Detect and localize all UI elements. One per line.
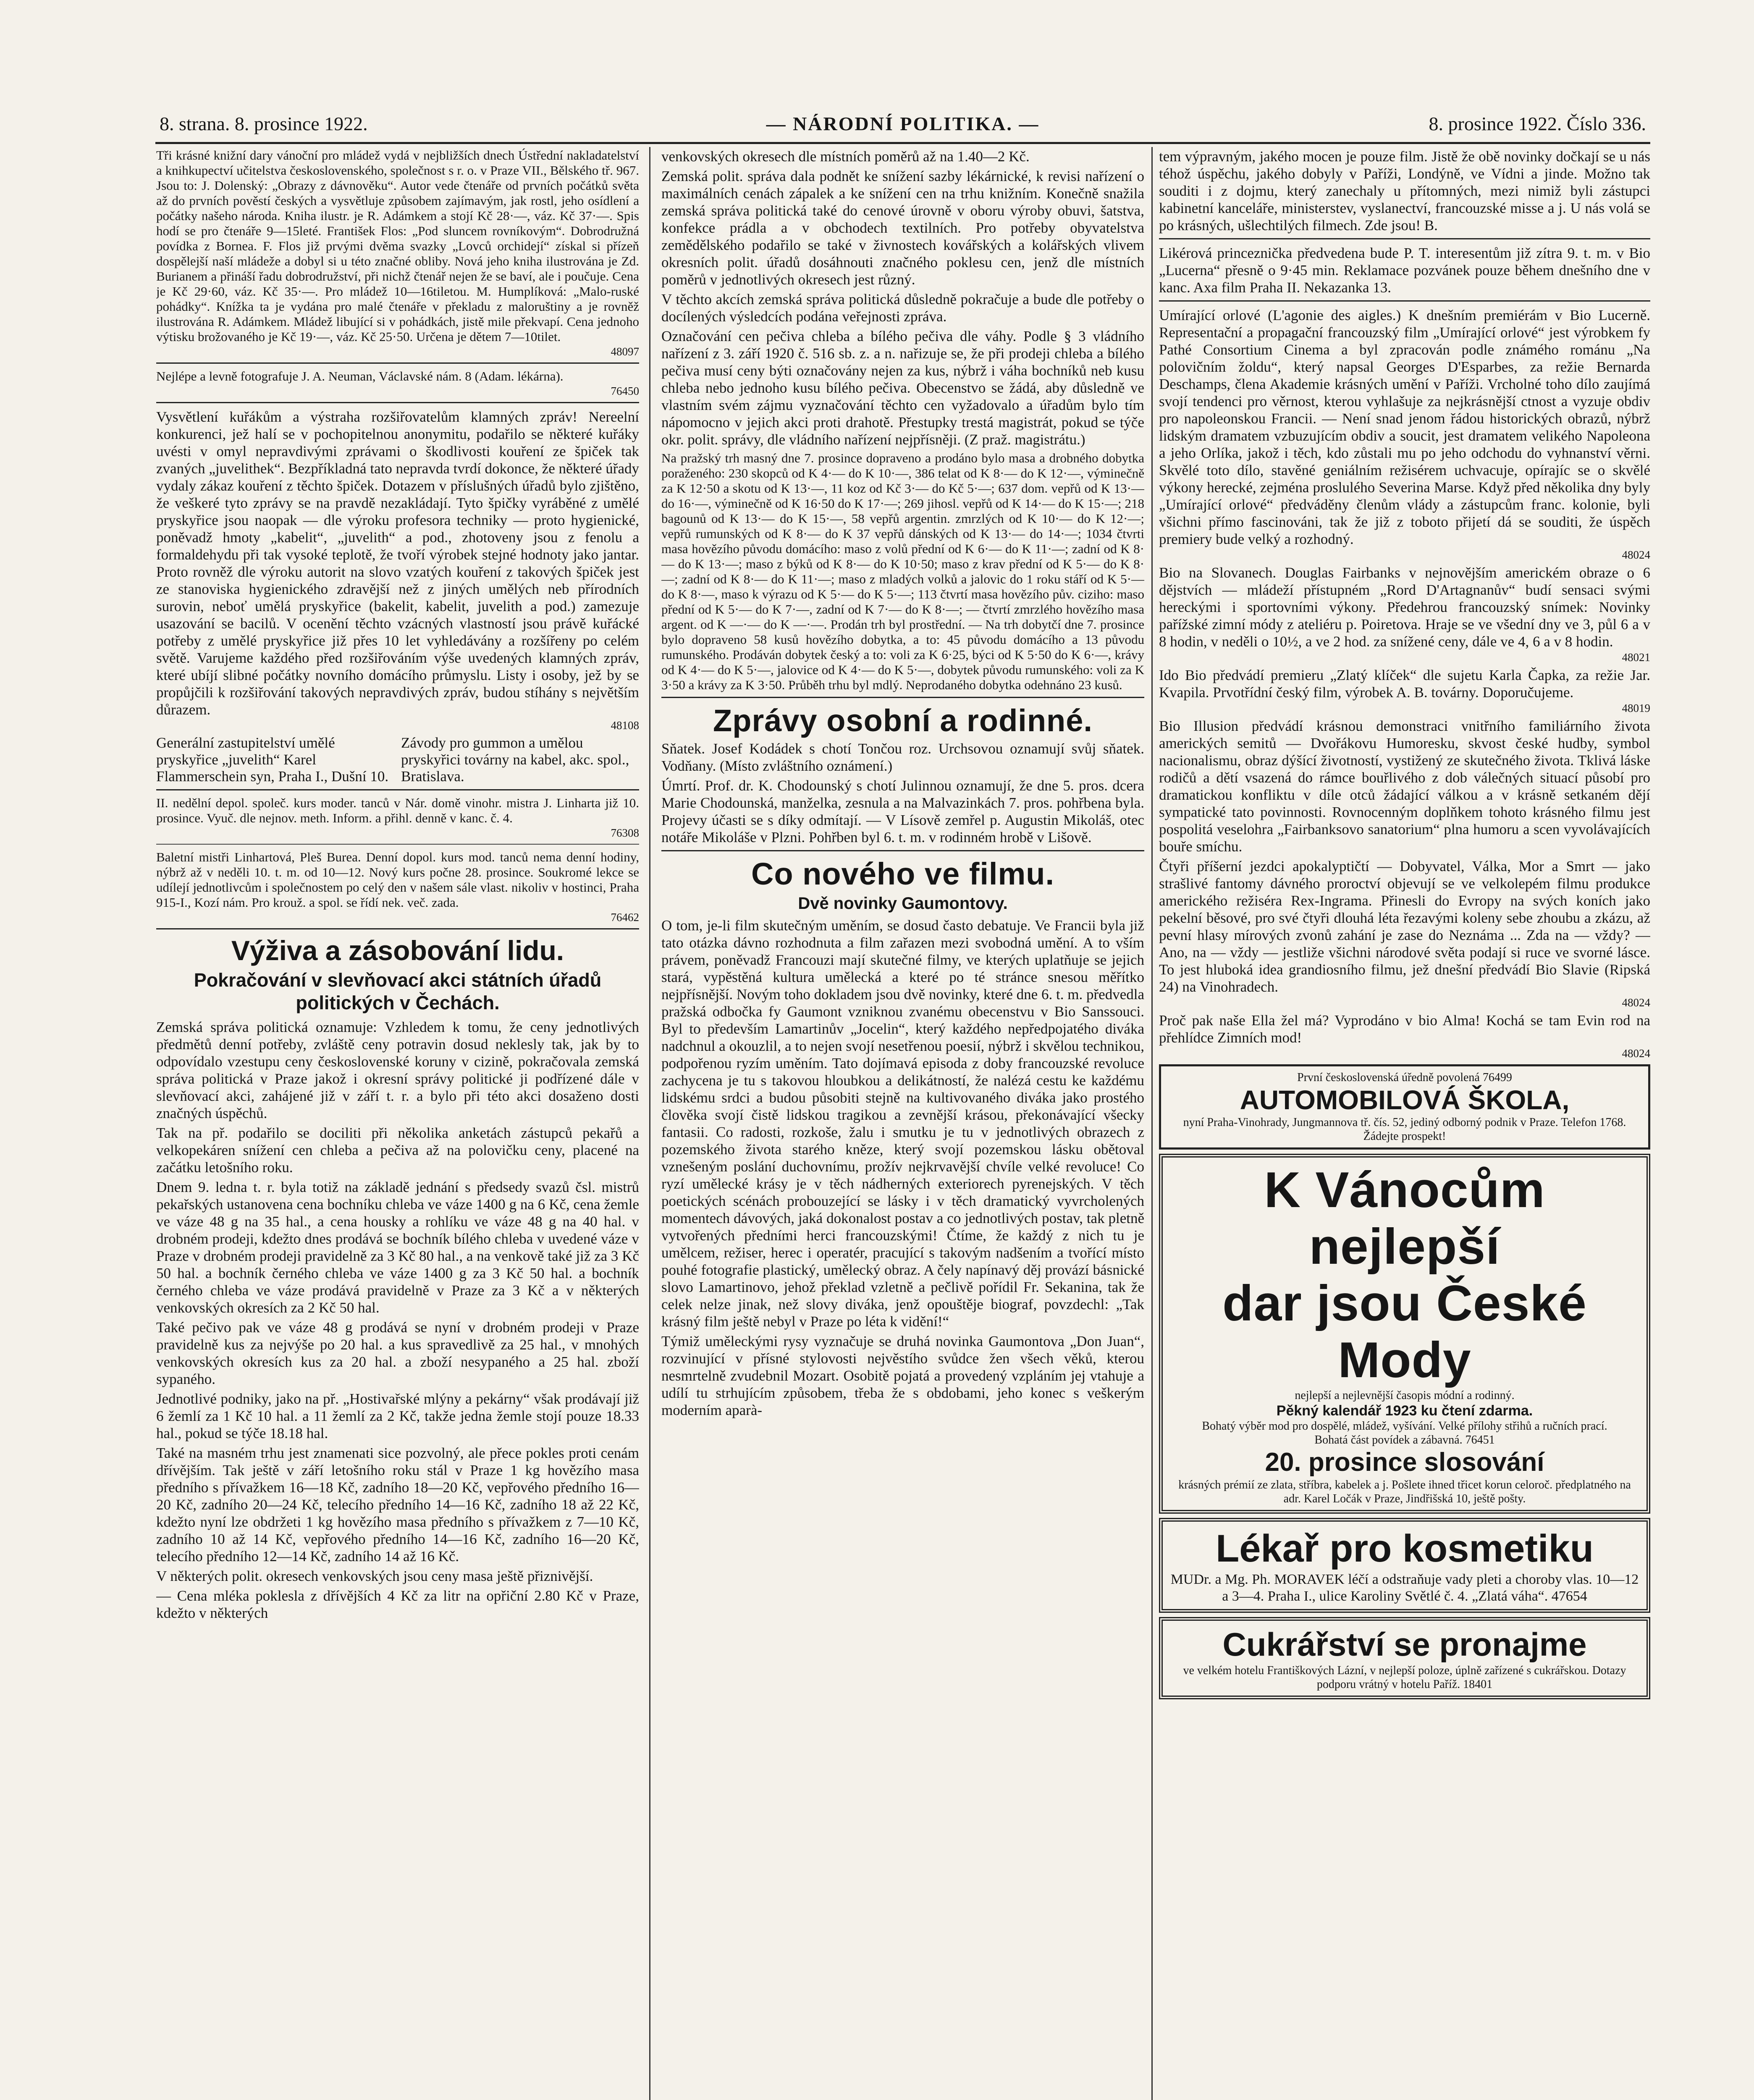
ad-text: ve velkém hotelu Františkových Lázní, v nejlepší poloze, úplně zařízené s cukrářskou. Dotazy podporu vrátný v hotelu Paříž. 18401 — [1183, 1664, 1626, 1691]
article-film: O tom, je-li film skutečným uměním, se dosud často debatuje. Ve Francii byla již tato otázka dávno rozhodnuta a film zařazen mezi svobodná umění. A to vším právem, poněvadž Francouzi mají skutečné filmy, ve kterých uplatňuje se jejich stará, vypěstěná kultura umělecká a které po té stránce snesou měřítko nejpřísnější. Novým toho dokladem jsou dvě novinky, které dne 6. t. m. předvedla pražská odbočka fy Gaumont vzniknou zvanému obecenstvu v Bio Sanssouci. Byl to především Lamartinův „Jocelin“, který každého nepředpojatého diváka nadchnul a okouzlil, a to nejen svojí nesetřenou poesií, nýbrž i skvělou technikou, podpořenou ryzím uměním. Tato dojímavá episoda z doby francouzské revoluce zachycena je tu s takovou hloubkou a delikátností, že nalézá cestu ke každému lidskému srdci a budou působiti stejně na kultivovaného diváka jako prostého člověka svojí čistě lidskou tragikou a zevnější krásou, překonávající všecky fantasii. Co radosti, rozkoše, žalu i smutku je tu v jednotlivých obrazech z pozemského životа starého kněze, který svojí pozemskou lásku obětoval vznešeným poslání duchovnímu, prožív nejkrvavější chvíle velké revoluce! Co ryzí umělecké krásy je v těch nádherných exteriorech pyrenejských. V těch poetických scénách probouzející se lásky i v těch dramatický vyvrcholených momentech dávových, jaká dokonalost postav a co jednotlivých postav, tak pletně vytvořených předními herci francouzskými! Čtíme, že každý z nich tu je umělcem, režiser, herec i operatér, pracující s takovým nadšením a tvořící místo pouhé fotografie plastický, umělecký obraz. A čely napínavý děj provází básnické slovo Lamartinovo, jehož překlad vzletně a pečlivě pořídil Fr. Sekanina, tak že celek nelze jinak, než slovy diváka, jenž opouštěje biograf, povzdechl: „Tak krásný film ještě nebyl v Praze po léta k vidění!“ — [661, 917, 1144, 1330]
article-paragraph: Také na masném trhu jest znamenati sice pozvolný, ale přece pokles proti cenám dřívějším. Tak ještě v září letošního roku stál v Praze 1 kg hovězího masa předního s přívažkem 16—18 Kč, zadního 18—20 Kč, vepřového předního 16—20 Kč, zadního 20—24 Kč, telecího předního 14—16 Kč, zadního 18 až 22 Kč, kdežto nyní lze obdržeti 1 kg hovězího masa předního s přívažkem z 7—10 Kč, zadního 10 až 14 Kč, vepřového předního 14—16 Kč, zadního 16—20 Kč, telecího předního 12—14 Kč, zadního 14 až 16 Kč. — [156, 1445, 639, 1564]
ad-ref: 76450 — [611, 385, 639, 397]
ad-text: Pěkný kalendář 1923 ku čtení zdarma. — [1276, 1403, 1533, 1419]
ad-text: MUDr. a Mg. Ph. MORAVEK léčí a odstraňuje vady pleti a choroby vlas. 10—12 a 3—4. Praha I., ulice Karoliny Světlé č. 4. „Zlatá váha“. 47654 — [1170, 1572, 1639, 1604]
ad-ref: 48097 — [611, 345, 639, 358]
article-paragraph: Tak na př. podařilo se dociliti při několika anketách zástupců pekařů a velkopekáren snížení cen chleba a pečiva až na polovičku ceny, placené na začátku letošního roku. — [156, 1125, 639, 1176]
ad-confectionery — [1159, 1617, 1650, 1699]
article-cinema: Bio Illusion předvádí krásnou demonstraci vnitřního familiárního života amerických semitů — Dvořákovu Humoresku, skvost české hudby, symbol nacionalismu, obraz dýšící životností, vystižený ze skutečného života. Tklivá láske rodičů a dětí vsazená do rámce bouřlivého z dob válečných situací působí pro dramatickou konfliktu v díle otců žádající válkou a v krásně setkaném dějí sympatické tato povinnosti. Rovnocenným doplňkem tohoto krásného filmu jest pospolitá veselohra „Fairbanksovo sanatorium“ plna humoru a scen vyvolávajících bouře smíchu. — [1159, 718, 1650, 855]
divider — [156, 402, 639, 403]
ad-date: 20. prosince slosování — [1265, 1448, 1544, 1477]
header-right: 8. prosince 1922. Číslo 336. — [1429, 113, 1646, 134]
divider — [1159, 238, 1650, 239]
divider — [661, 850, 1144, 851]
article-paragraph: — Cena mléka poklesla z dřívějších 4 Kč za litr na opřiční 2.80 Kč v Praze, kdežto v některých — [156, 1588, 639, 1621]
ad-ref: 48021 — [1622, 651, 1650, 664]
notice-photography: Nejlépe a levně fotografuje J. A. Neuman, Václavské nám. 8 (Adam. lékárna). — [156, 369, 564, 383]
section-title: Výživa a zásobování lidu. — [231, 935, 564, 966]
divider — [156, 844, 639, 845]
ad-ref: 48108 — [611, 719, 639, 732]
ad-title: Cukrářství se pronajme — [1222, 1626, 1587, 1663]
ad-title: K Vánocům nejlepší — [1264, 1162, 1545, 1275]
article-film-end: tem výpravným, jakého mocen je pouze film. Jistě že obě novinky dočkají se u nás téhož úspěchu, jakého dobyly v Paříži, Londýně, ve Vídni a jinde. Možno tak souditi i z dojmu, který zanechaly u přítomných, mezi nimiž byli zástupci kabinetní kanceláře, ministerstev, vyslanectví, francouzské misse a j. U nás volá se po krásných, ušlechtilých filmech. Zde jsou! B. — [1159, 148, 1650, 234]
ad-text: nejlepší a nejlevnější časopis módní a rodinný. — [1295, 1389, 1515, 1402]
notice-ballet: Baletní mistři Linhartová, Pleš Burea. Denní dopol. kurs mod. tanců nema denní hodiny, nýbrž až v neděli 10. t. m. od 10—12. Nový kurs počne 28. prosince. Soukromé lekce se udílejí jednotlivcům i společnostem po celý den v našem sále vlast. nikoliv v hostinci, Praha 915-I., Kozí nám. Pro krouž. a spol. se řídí nek. več. zada. — [156, 850, 639, 910]
article-cinema: Bio na Slovanech. Douglas Fairbanks v nejnovějším americkém obraze o 6 dějstvích — mládeží přístupném „Rord D'Artagnanův“ budí sensaci svými hereckými i sportovními výkony. Předehrou francouzský snímek: Novinky pařížské zimní módy z ateliéru p. Poiretova. Hraje se ve všední dny ve 3, půl 6 a v 8 hodin, v neděli o 10½, a ve 2 hod. za snížené ceny, dále ve 4, 6 a v 8 hodin. — [1159, 564, 1650, 650]
article-paragraph: Dnem 9. ledna t. r. byla totiž na základě jednání s předsedy svazů čsl. mistrů pekařských ustanovena cena bochníku chleba ve váze 1400 g na 6 Kč, cena žemle ve váze 48 g na 35 hal., a cena housky a rohlíku ve váze 48 g na 40 hal. v drobném prodeji, kdežto dnes prodává se bochník bílého chleba v uvedené váze v Praze v drobném prodeji pravidelně za 3 Kč 80 hal., a na venkově také již za 3 Kč 50 hal. a bochník černého chleba ve váze 1400 g za 3 Kč 50 hal. a bochník černého chleba ve váze prodává pravidelně v Praze za 3 Kč a v některých venkovských okresích za 2 Kč 50 hal. — [156, 1179, 639, 1316]
header-masthead: — NÁRODNÍ POLITIKA. — — [766, 113, 1040, 134]
section-title: Zprávy osobní a rodinné. — [713, 703, 1093, 738]
ad-ref: 48024 — [1622, 1047, 1650, 1060]
ad-text: Bohatá část povídek a zábavná. 76451 — [1314, 1433, 1495, 1446]
divider — [1159, 300, 1650, 302]
ad-text: nyní Praha-Vinohrady, Jungmannova tř. čís. 52, jediný odborný podnik v Praze. Telefon 1768. Žádejte prospekt! — [1183, 1116, 1626, 1143]
article-cinema: Umírající orlové (L'agonie des aigles.) K dnešním premiérám v Bio Lucerně. Representační a propagační francouzský film „Umírající orlové“ jest výrobkem fy Pathé Consortium Cinema a byl zpracován podle známého románu „Na polovičním žoldu“, který napsal Georges D'Esparbes, za režie Bernarda Deschamps, člena Akademie krásných umění v Paříži. Vrcholné toho dílo zaujímá svojí tendenci pro věrnost, kterou vyhlašuje za nejkrásnější ctnost a vyzuje obdiv pro napoleonskou Francii. — Není snad jenom řádou historických obrazů, nýbrž lidským dramatem vzbuzujícím obdiv a soucit, jest dramatem velikého Napoleona a jeho Orlíka, jakož i těch, kdo zůstali mu po jeho odchodu do vyhnanství věrni. Skvělé toto dílo, stavěné geniálním režisérem uchvacuje, opírajíc se o skvělé výkony herecké, zejména proslulého Severina Marse. Když před několika dny byly „Umírající orlové“ předváděny členům vlády a zástupcům franc. kolonie, byli všichni přímo fascinováni, tak že již z toboto přijetí dá se souditi, že úspěch premiery bude velký a rozhodný. — [1159, 307, 1650, 547]
article-smokers: Vysvětlení kuřákům a výstraha rozšiřovatelům klamných zpráv! Nereelní konkurenci, jež halí se v pochopitelnou anonymitu, podařilo se některé kuřáky uvésti v omyl nepravdivými zprávami o škodlivosti kouření ze špiček tak zvaných „juvelithek“. Bezpříkladná tato nepravda tvrdí dokonce, že některé úřady vydaly zákaz kouření z těchto špiček. Dotazem v příslušných úřadů bylo zjištěno, že veškeré tyto zprávy se na pravdě nezakládají. Tyto špičky vyráběné z umělé pryskyřice jsou naopak — dle výroku profesora techniky — proto hygienické, poněvadž hmoty „kabelit“, „juvelith“ a pod., zhotoveny jsou z fenolu a formaldehydu při tak vysoké teplotě, že tvoří výrobek stejné hodnoty jako jantar. Proto rovněž dle výroku autorit na slovo vzatých kouření z takových špiček jest ze stanoviska hygienického zdravější než z jiných umělých neb přírodních surovin, neboť umělá pryskyřice (bakelit, kabelit, juvelith a pod.) zamezuje usazování se bacilů. V ocenění těchto vzácných vlastností jsou právě kuřácké potřeby z umělé pryskyřice již přes 10 let vyhledávány a rozšířeny po celém světě. Varujeme každého před rozšiřováním výše uvedených klamných zpráv, které ubíjí slibné počátky novního domácího průmyslu. Listy i osoby, jež by se propůjčili k rozšiřování takových nepravdivých zpráv, budou stíhány s největším důrazem. — [156, 409, 639, 718]
header-left: 8. strana. 8. prosince 1922. — [160, 113, 368, 134]
article-film: Týmiž uměleckými rysy vyznačuje se druhá novinka Gaumontova „Don Juan“, rozvinující v přísné stylovosti nejvěstího svůdce žen všech věků, kterou nesmrtelně zvudebnil Mozart. Osobitě pojatá a provedený vzpláním jej vtahuje a udílí tu strhujícím způsobem, třeba že s obdobami, jeho konec s veškerým moderním aparà- — [661, 1333, 1144, 1418]
agent-right: Závody pro gummon a umělou pryskyřici továrny na kabel, akc. spol., Bratislava. — [401, 735, 629, 785]
section-title: Co nového ve filmu. — [751, 856, 1055, 891]
article-paragraph: Jednotlivé podniky, jako na př. „Hostivařské mlýny a pekárny“ však prodávají již 6 žemlí za 1 Kč 10 hal. a 11 žemlí za 2 Kč, takže jedna žemle stojí pouze 18.33 hal., pokud se týče 18.18 hal. — [156, 1391, 639, 1441]
divider — [156, 928, 639, 929]
divider — [661, 697, 1144, 698]
article-paragraph: V některých polit. okresech venkovských jsou ceny masa ještě přiznivější. — [156, 1568, 593, 1584]
ad-title: AUTOMOBILOVÁ ŠKOLA, — [1240, 1085, 1570, 1115]
ad-text: krásných prémií ze zlata, stříbra, kabelek a j. Pošlete ihned třicet korun celoroč. předplatného na adr. Karel Ločák v Praze, Jindřišská 10, ještě pošty. — [1178, 1478, 1631, 1505]
ad-ref: 76462 — [611, 911, 639, 924]
section-subtitle: Pokračování v slevňovací akci státních úřadů politických v Čechách. — [194, 969, 602, 1013]
ad-ref: 48019 — [1622, 702, 1650, 714]
article-bread-prices: Označování cen pečiva chleba a bílého pečiva dle váhy. Podle § 3 vládního nařízení z 3. září 1920 č. 516 sb. z. a n. nařizuje se, že při prodeji chleba a bílého pečiva musí ceny býti označovány nejen za kus, nýbrž i váha bochníků neb kusu chleba nebo jednoho kusu bílého pečiva. Obecenstvo se žádá, aby důsledně ve vlastním svém zájmu vyznačování těchto cen vyžadovalo a úřadům bylo tím nápomocno v jejich akci proti drahotě. Přestupky trestá magistrát, pokud se týče okr. polit. správy, dle vládního nařízení nejpřísněji. (Z praž. magistrátu.) — [661, 328, 1144, 448]
column-2 — [661, 148, 1144, 2100]
article-books: Tři krásné knižní dary vánoční pro mládež vydá v nejbližších dnech Ústřední nakladatelství a knihkupectví učitelstva československého, společnost s r. o. v Praze VII., Bělského tř. 967. Jsou to: J. Dolenský: „Obrazy z dávnověku“. Autor vede čtenáře od prvních počátků světa až do prvních pověstí českých a vysvětluje způsobem zajímavým, jak rostl, jeho osídlení a počátky našeho národa. Kniha ilustr. je R. Adámkem a stojí Kč 28·—, váz. Kč 37·—. Spis hodí se pro čtenáře 9—15leté. František Flos: „Pod sluncem rovníkovým“. Dobrodružná povídka z Bornea. F. Flos již prvými dvěma svazky „Lovců orchidejí“ získal si přízeň dospělejší naší mládeže a dobyl si u této značné obliby. Nová jeho kniha ilustrována je Zd. Burianem a přináší řadu dobrodružství, při nichž čtenář nejen že se baví, ale i poučuje. Cena je Kč 29·60, váz. Kč 35·—. Pro mládež 10—16tiletou. M. Humplíková: „Malo-ruské pohádky“. Knížka ta je vydána pro malé čtenáře v překladu z maloruštiny a je rovněž ilustrována R. Adámkem. Mládež libující si v pohádkách, jistě mile překvapí. Cena jednoho výtisku brožovaného je Kč 19·—, váz. Kč 25·50. Určena je dětem 7—10tilet. — [156, 148, 639, 344]
ad-ref: 48024 — [1622, 996, 1650, 1009]
divider — [156, 362, 639, 364]
ad-driving-school — [1159, 1064, 1650, 1150]
article-cinema: Ido Bio předvádí premieru „Zlatý klíček“ dle sujetu Karla Čapka, za režie Jar. Kvapila. Prvotřídní český film, výrobek A. B. továrny. Doporučujeme. — [1159, 667, 1650, 701]
column-3 — [1159, 148, 1650, 2100]
ad-ref: 48024 — [1622, 549, 1650, 561]
agent-left: Generální zastupitelství umělé pryskyřice „juvelith“ Karel Flammerschein syn, Praha I., Dušní 10. — [156, 735, 389, 785]
agent-table — [156, 735, 639, 785]
ad-text: První československá úředně povolená 76499 — [1297, 1071, 1512, 1084]
section-subtitle: Dvě novinky Gaumontovy. — [798, 894, 1008, 913]
ad-title: dar jsou České Mody — [1222, 1275, 1587, 1388]
ad-title: Lékař pro kosmetiku — [1216, 1527, 1594, 1570]
ad-text: Bohatý výběr mod pro dospělé, mládež, vyšívání. Velké přílohy střihů a ručních prací. — [1202, 1420, 1607, 1433]
page-header — [160, 113, 1646, 138]
divider — [156, 789, 639, 790]
article-paragraph: Zemská správa politická oznamuje: Vzhledem k tomu, že ceny jednotlivých předmětů denní potřeby, zvláště ceny potravin dosud nekleslу tak, jak by to odpovídalo vzestupu ceny československé koruny v cizině, pokračovala zemská správa politická v Praze jakož i okresní správy politické ji podřízené dále v slevňovací akci, zahájené již v září t. r. a bylo při této akci dosaženo dosti značných úspěchů. — [156, 1019, 639, 1121]
column-divider — [1151, 147, 1153, 2100]
ad-ref: 76308 — [611, 827, 639, 839]
article-cinema: Proč pak naše Ella žel má? Vyprodáno v bio Alma! Kochá se tam Evin rod na přehlídce Zimních mod! — [1159, 1012, 1650, 1046]
notice-death: Úmrtí. Prof. dr. K. Chodounský s chotí Julinnou oznamují, že dne 5. pros. dcera Marie Chodounská, manželka, zesnula a na Malvazinkách 7. pros. pohřbena byla. Projevy účasti se s díky odmítají. — V Lísově zemřel p. Augustin Mikoláš, otec notáře Mikoláše v Plzni. Pohřben byl 6. t. m. v rodinném hrobě v Lišově. — [661, 777, 1144, 845]
column-1 — [156, 148, 639, 2100]
article-cinema: Čtyři příšerní jezdci apokalyptičtí — Dobyvatel, Válka, Mor a Smrt — jako strašlivé fantomy dávného proroctví objevují se ve velkolepém filmu produkce amerického režiséra Rex-Ingrama. Přinesli do Evropy na svých koních jako pekelní běsové, pro své čtyři dlouhá léta řezavými koleny sebe zhoubu a zkázu, až pevní hlasy mírových zvonů zahání je zase do Neznáma ... Zda na — vždy? — Ano, na — vždy — jestliže všichni národové světa podají si ruce ve svorné lásce. To jest hluboká idea grandiosního filmu, jež dnešní předvádí Bio Slavie (Ripská 24) na Vinohradech. — [1159, 858, 1650, 995]
notice-wedding: Sňatek. Josef Kodádek s chotí Tončou roz. Urchsovou oznamují svůj sňatek. Vodňany. (Místo zvláštního oznámení.) — [661, 740, 1144, 774]
header-rule — [155, 142, 1650, 144]
article-paragraph: Také pečivo pak ve váze 48 g prodává se nyní v drobném prodeji v Praze pravidelně kus za nejvýše po 20 hal. a kus spravedlivě za 25 hal., v mnohých venkovských okresích kus za 20 hal. a zboží nesypaného a 25 hal. zboží sypaného. — [156, 1319, 639, 1387]
ad-ceske-mody — [1159, 1154, 1650, 1514]
article-paragraph: Zemská polit. správa dala podnět ke snížení sazby lékárnické, k revisi nařízení o maximálních cenách zápalek a ke snížení cen na trhu knižním. Konečně snažila zemská správa politická také do cenové úrovně v oboru výroby obuvi, šatstva, konfekce prádla a v obchodech textilních. Pro potřeby obyvatelstva zemědělského podařilo se také v živnostech kovářských a kolářských vlivem okresních polit. úřadů dosáhnouti značného poklesu cen, jenž dle místních poměrů v jednotlivých okresech jest různý. — [661, 168, 1144, 288]
article-paragraph: V těchto akcích zemská správa politická důsledně pokračuje a bude dle potřeby o docílených výsledcích podána veřejnosti zpráva. — [661, 291, 1144, 325]
column-divider — [649, 147, 650, 2100]
article-paragraph: venkovských okresech dle místních poměrů až na 1.40—2 Kč. — [661, 148, 1030, 165]
notice-dance-course: II. nedělní depol. společ. kurs moder. tanců v Nár. domě vinohr. mistra J. Linhartа již 10. prosince. Vyuč. dle nejnov. meth. Inform. a přihl. denně v kanc. č. 4. — [156, 795, 639, 825]
ad-cosmetics-doctor — [1159, 1518, 1650, 1613]
notice-cinema: Likérová princeznička předvedena bude P. T. interesentům již zítra 9. t. m. v Bio „Lucerna“ přesně o 9·45 min. Reklamace pozvánek pouze během dnešního dne v kanc. Axa film Praha II. Nekazanka 13. — [1159, 245, 1650, 296]
article-meat-market: Na pražský trh masný dne 7. prosince dopraveno a prodáno bylo masa a drobného dobytka poraženého: 230 skopců od K 4·— do K 10·—, 386 telat od K 8·— do K 12·—, výminečně za K 12·50 a skotu od K 13·—, 11 koz od Kč 3·— do Kč 5·—; 637 dom. vepřů od K 13·— do 16·—, výminečně od K 16·50 do K 17·—; 269 jihosl. vepřů od K 14·— do K 15·—; 218 bagounů od K 13·— do K 15·—, 58 vepřů argentin. zmrzlých od K 10·— do K 12·—; vepřů rumunských od K 8·— do K 37 vepřů dánských od K 13·— do 14·—; 1034 čtvrti masa hovězího původu domácího: maso z volů přední od K 6·— do K 11·—; zadní od K 8·— do K 13·—; maso z býků od K 8·— do K 10·50; maso z krav přední od K 5·— do K 8·—; zadní od K 8·— do K 11·—; maso z mladých volků a jalovic do 1 roku stáří od K 5·— do K 8·—, maso k výrazu od K 5·— do K 5·—; 113 čtvrtí masa hovězího pův. ciziho: maso přední od K 5·— do K 7·—, zadní od K 7·— do K 8·—; — čtvrtí zmrzlého hovězího masa argent. od K —·— do K —·—. Prodán trh byl prostřední. — Na trh dobytčí dne 7. prosince bylo dopraveno 58 kusů hovězího dobytka, a to: 45 původu domácího a 13 původu rumunského. Prodáván dobytek český a to: voli za K 6·25, býci od K 5·50 do K 6·—, krávy od K 4·— do K 5·—, jalovice od K 4·— do K 5·—, dobytek původu rumunského: voli za K 3·50 a krávy za K 3·50. Průběh trhu byl mdlý. Neprodaného dobytka odehnáno 23 kusů. — [661, 451, 1144, 692]
